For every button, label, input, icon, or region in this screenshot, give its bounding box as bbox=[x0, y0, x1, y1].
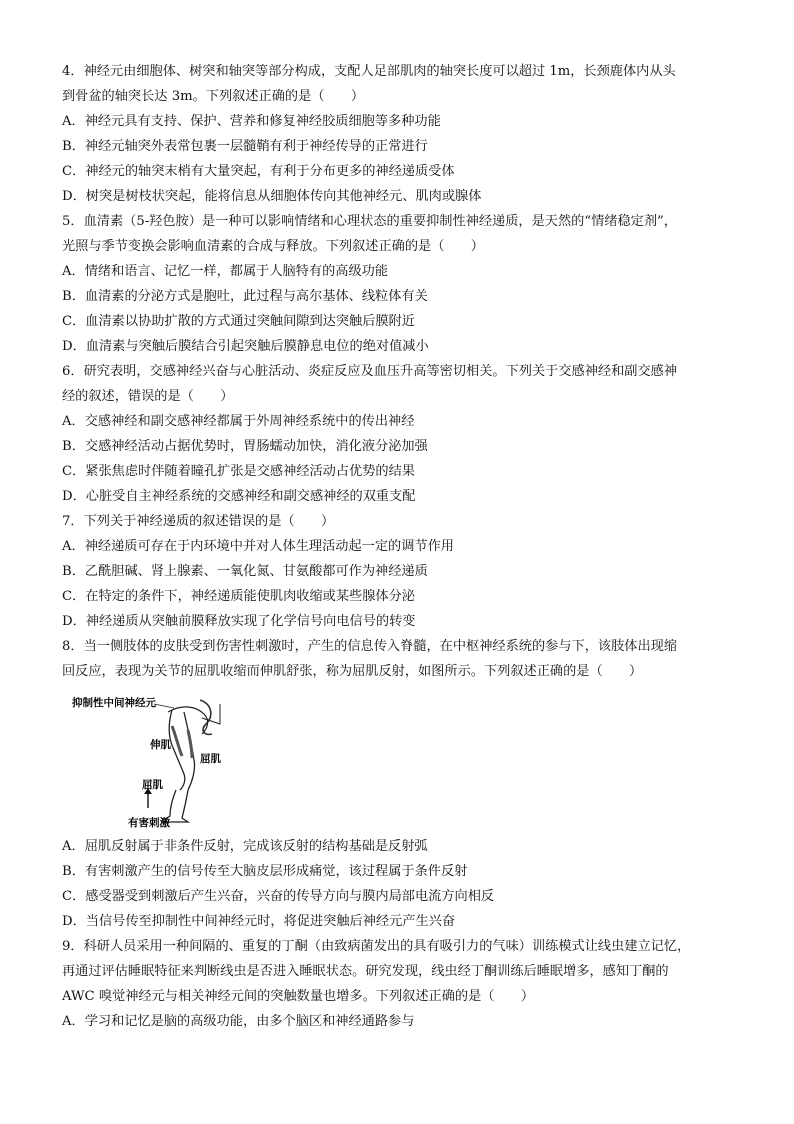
label-flexor-lower: 屈肌 bbox=[142, 779, 163, 791]
q9-stem-line2: 再通过评估睡眠特征来判断线虫是否进入睡眠状态。研究发现，线虫经丁酮训练后睡眠增多，感知丁酮的 bbox=[62, 964, 669, 979]
q4-option-a: A．神经元具有支持、保护、营养和修复神经胶质细胞等多种功能 bbox=[62, 114, 441, 129]
label-interneuron: 抑制性中间神经元 bbox=[72, 697, 156, 709]
q7-stem-line1: 7．下列关于神经递质的叙述错误的是（ ） bbox=[62, 514, 335, 529]
q4-stem-line1: 4．神经元由细胞体、树突和轴突等部分构成，支配人足部肌肉的轴突长度可以超过 1m，长颈鹿体内从头 bbox=[62, 64, 676, 79]
q6-option-d: D．心脏受自主神经系统的交感神经和副交感神经的双重支配 bbox=[62, 489, 416, 504]
q5-option-d: D．血清素与突触后膜结合引起突触后膜静息电位的绝对值减小 bbox=[62, 339, 429, 354]
q8-option-b: B．有害刺激产生的信号传至大脑皮层形成痛觉，该过程属于条件反射 bbox=[62, 864, 468, 879]
flexor-reflex-diagram bbox=[72, 690, 242, 830]
q6-option-a: A．交感神经和副交感神经都属于外周神经系统中的传出神经 bbox=[62, 414, 415, 429]
q5-stem-line1: 5．血清素（5-羟色胺）是一种可以影响情绪和心理状态的重要抑制性神经递质，是天然的“情绪稳定剂”， bbox=[62, 214, 677, 229]
extensor-muscle bbox=[172, 726, 182, 756]
q5-option-a: A．情绪和语言、记忆一样，都属于人脑特有的高级功能 bbox=[62, 264, 389, 279]
label-extensor: 伸肌 bbox=[150, 739, 171, 751]
q7-option-c: C．在特定的条件下，神经递质能使肌肉收缩或某些腺体分泌 bbox=[62, 589, 415, 604]
label-flexor: 屈肌 bbox=[200, 753, 221, 765]
q8-option-d: D．当信号传至抑制性中间神经元时，将促进突触后神经元产生兴奋 bbox=[62, 914, 456, 929]
label-stimulus: 有害刺激 bbox=[128, 817, 170, 829]
q4-stem-line2: 到骨盆的轴突长达 3m。下列叙述正确的是（ ） bbox=[62, 89, 365, 104]
q6-stem-line1: 6．研究表明，交感神经兴奋与心脏活动、炎症反应及血压升高等密切相关。下列关于交感神经和副交感神 bbox=[62, 364, 678, 379]
q8-option-a: A．屈肌反射属于非条件反射，完成该反射的结构基础是反射弧 bbox=[62, 839, 428, 854]
q4-option-d: D．树突是树枝状突起，能将信息从细胞体传向其他神经元、肌肉或腺体 bbox=[62, 189, 482, 204]
q6-stem-line2: 经的叙述，错误的是（ ） bbox=[62, 389, 234, 404]
q8-stem-line1: 8．当一侧肢体的皮肤受到伤害性刺激时，产生的信息传入脊髓，在中枢神经系统的参与下，该肢体出现缩 bbox=[62, 639, 678, 654]
label-leader-interneuron bbox=[154, 704, 174, 708]
shin-outline bbox=[164, 790, 176, 820]
q6-option-b: B．交感神经活动占据优势时，胃肠蠕动加快，消化液分泌加强 bbox=[62, 439, 428, 454]
q5-stem-line2: 光照与季节变换会影响血清素的合成与释放。下列叙述正确的是（ ） bbox=[62, 239, 484, 254]
q7-option-b: B．乙酰胆碱、肾上腺素、一氧化氮、甘氨酸都可作为神经递质 bbox=[62, 564, 428, 579]
q5-option-b: B．血清素的分泌方式是胞吐，此过程与高尔基体、线粒体有关 bbox=[62, 289, 428, 304]
q7-option-d: D．神经递质从突触前膜释放实现了化学信号向电信号的转变 bbox=[62, 614, 416, 629]
flexor-reflex-figure bbox=[72, 690, 242, 830]
q4-option-b: B．神经元轴突外表常包裹一层髓鞘有利于神经传导的正常进行 bbox=[62, 139, 428, 154]
q6-option-c: C．紧张焦虑时伴随着瞳孔扩张是交感神经活动占优势的结果 bbox=[62, 464, 415, 479]
q7-option-a: A．神经递质可存在于内环境中并对人体生理活动起一定的调节作用 bbox=[62, 539, 454, 554]
q9-option-a: A．学习和记忆是脑的高级功能，由多个脑区和神经通路参与 bbox=[62, 1014, 415, 1029]
q4-option-c: C．神经元的轴突末梢有大量突起，有利于分布更多的神经递质受体 bbox=[62, 164, 455, 179]
q8-option-c: C．感受器受到刺激后产生兴奋，兴奋的传导方向与膜内局部电流方向相反 bbox=[62, 889, 495, 904]
q5-option-c: C．血清素以协助扩散的方式通过突触间隙到达突触后膜附近 bbox=[62, 314, 415, 329]
q8-stem-line2: 回反应，表现为关节的屈肌收缩而伸肌舒张，称为屈肌反射，如图所示。下列叙述正确的是（ ） bbox=[62, 664, 643, 679]
thigh-outline bbox=[169, 710, 185, 790]
q9-stem-line3: AWC 嗅觉神经元与相关神经元间的突触数量也增多。下列叙述正确的是（ ） bbox=[62, 989, 535, 1004]
flexor-muscle bbox=[188, 730, 192, 758]
q9-stem-line1: 9．科研人员采用一种间隔的、重复的丁酮（由致病菌发出的具有吸引力的气味）训练模式让线虫建立记忆， bbox=[62, 939, 691, 954]
